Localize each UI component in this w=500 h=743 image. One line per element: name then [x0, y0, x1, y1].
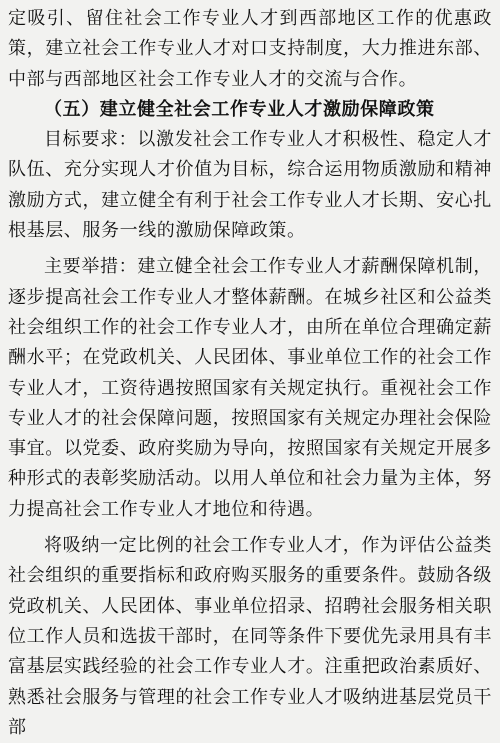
paragraph-goals: 目标要求：以激发社会工作专业人才积极性、稳定人才队伍、充分实现人才价值为目标，综合运用物质激励和精神激励方式，建立健全有利于社会工作专业人才长期、安心扎根基层、服务一线的激励保障政策。 — [8, 129, 492, 242]
section-heading: （五）建立健全社会工作专业人才激励保障政策 — [44, 98, 435, 120]
paragraph-measures: 主要举措：建立健全社会工作专业人才薪酬保障机制，逐步提高社会工作专业人才整体薪酬。在城乡社区和公益类社会组织工作的社会工作专业人才，由所在单位合理确定薪酬水平；在党政机关、人民团体、事业单位工作的社会工作专业人才，工资待遇按照国家有关规定执行。重视社会工作专业人才的社会保障问题，按照国家有关规定办理社会保险事宜。以党委、政府奖励为导向，按照国家有关规定开展多种形式的表彰奖励活动。以用人单位和社会力量为主体，努力提高社会工作专业人才地位和待遇。 — [8, 256, 492, 520]
paragraph-continued: 定吸引、留住社会工作专业人才到西部地区工作的优惠政策，建立社会工作专业人才对口支持制度，大力推进东部、中部与西部地区社会工作专业人才的交流与合作。 — [8, 8, 492, 90]
paragraph-recruitment: 将吸纳一定比例的社会工作专业人才，作为评估公益类社会组织的重要指标和政府购买服务的重要条件。鼓励各级党政机关、人民团体、事业单位招录、招聘社会服务相关职位工作人员和选拔干部时，在同等条件下要优先录用具有丰富基层实践经验的社会工作专业人才。注重把政治素质好、熟悉社会服务与管理的社会工作专业人才吸纳进基层党员干部 — [8, 535, 492, 738]
